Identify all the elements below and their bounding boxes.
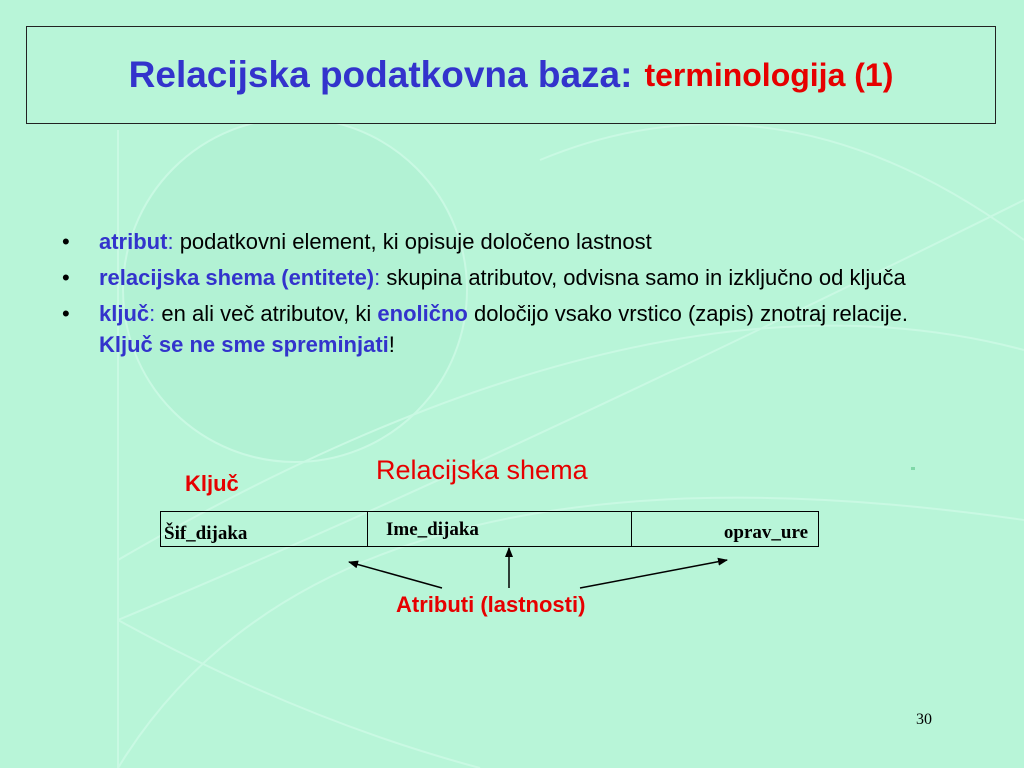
warning-text: Ključ se ne sme spreminjati [99, 332, 389, 357]
emphasis-enolicno: enolično [377, 301, 468, 326]
slide-title: Relacijska podatkovna baza: [128, 54, 633, 95]
term-separator: : [149, 301, 156, 326]
bullet-item-relacijska-shema [62, 262, 962, 293]
definition-text: podatkovni element, ki opisuje določeno lastnost [173, 229, 652, 254]
term-kljuc: ključ [99, 301, 150, 326]
definition-text: en ali več atributov, ki [155, 301, 378, 326]
attributes-label: Atributi (lastnosti) [396, 592, 586, 617]
bullet-icon: • [62, 229, 70, 254]
schema-cell-key [161, 512, 368, 546]
bullet-item-kljuc [62, 298, 962, 360]
schema-cell-name [368, 512, 632, 546]
term-atribut: atribut [99, 229, 168, 254]
term-relacijska-shema: relacijska shema (entitete) [99, 265, 375, 290]
column-oprav-ure: oprav_ure [723, 522, 808, 543]
schema-table [160, 511, 819, 547]
column-sif-dijaka: Šif_dijaka [164, 523, 248, 544]
schema-cell-hours [632, 512, 818, 546]
title-box [26, 26, 996, 124]
slide-subtitle: terminologija (1) [644, 56, 894, 93]
definition-text-cont: določijo vsako vrstico (zapis) znotraj relacije. [467, 301, 909, 326]
key-label: Ključ [185, 471, 239, 496]
definition-text: skupina atributov, odvisna samo in izključno od ključa [380, 265, 906, 290]
bullet-item-atribut [62, 226, 962, 257]
term-separator: : [374, 265, 381, 290]
bullet-icon: • [62, 301, 70, 326]
bullet-list [62, 226, 962, 365]
page-number: 30 [916, 711, 932, 728]
term-separator: : [167, 229, 174, 254]
decorative-dot [911, 467, 915, 470]
schema-label: Relacijska shema [376, 455, 588, 485]
bullet-icon: • [62, 265, 70, 290]
column-ime-dijaka: Ime_dijaka [386, 519, 479, 540]
exclamation: ! [388, 332, 395, 357]
